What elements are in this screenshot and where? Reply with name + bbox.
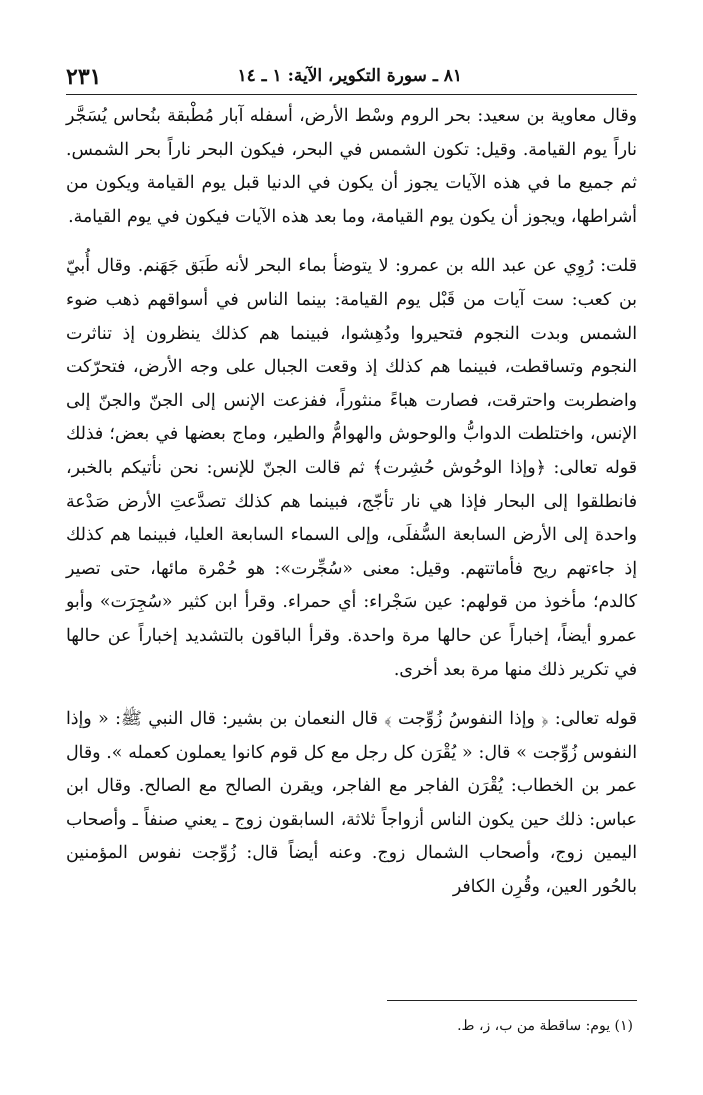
paragraph: قلت: رُوِي عن عبد الله بن عمرو: لا يتوضأ بماء البحر لأنه طَبَق جَهَنم. وقال أُبيّ بن كعب: ست آيات من قَبْل يوم القيامة: بينما الناس في أسواقهم ذهب ضوء الشمس وبدت النجوم فتحيروا ودُهِشوا، فبينما هم كذلك ينظرون إذ تناثرت النجوم وتساقطت، فبينما هم كذلك إذ وقعت الجبال على وجه الأرض، فتحرّكت واضطربت واحترقت، فصارت هباءً منثوراً، ففزعت الإنس إلى الجنّ والجنّ إلى الإنس، واختلطت الدوابُّ والوحوش والهوامُّ والطير، وماج بعضها في بعض؛ فذلك قوله تعالى: ﴿وإذا الوحُوش حُشِرت﴾ ثم قالت الجنّ للإنس: نحن نأتيكم بالخبر، فانطلقوا إلى البحار فإذا هي نار تأجّج، فبينما هم كذلك تصدَّعتِ الأرض صَدْعة واحدة إلى الأرض السابعة السُّفلَى، وإلى السماء السابعة العليا، فبينما هم كذلك إذ جاءتهم ريح فأماتتهم. وقيل: معنى «سُجِّرت»: هو حُمْرة مائها، حتى تصير كالدم؛ مأخوذ من قولهم: عين سَجْراء: أي حمراء. وقرأ ابن كثير «سُجِرَت» وأبو عمرو أيضاً، إخباراً عن حالها مرة واحدة. وقرأ الباقون بالتشديد إخباراً عن حالها في تكرير ذلك منها مرة بعد أخرى. (66, 256, 637, 680)
footnote: (١) يوم: ساقطة من ب، ز، ط. (457, 1018, 633, 1034)
paragraph: قوله تعالى: ﴿ وإذا النفوسُ زُوِّجت ﴾ قال النعمان بن بشير: قال النبي ﷺ: « وإذا النفوس زُوِّجت » قال: « يُقْرَن كل رجل مع كل قوم كانوا يعملون كعمله ». وقال عمر بن الخطاب: يُقْرَن الفاجر مع الفاجر، ويقرن الصالح مع الصالح. وقال ابن عباس: ذلك حين يكون الناس أزواجاً ثلاثة، السابقون زوج ـ يعني صنفاً ـ وأصحاب اليمين زوج، وأصحاب الشمال زوج. وعنه أيضاً قال: زُوِّجت نفوس المؤمنين بالحُور العين، وقُرِن الكافر (66, 709, 637, 898)
paragraph: وقال معاوية بن سعيد: بحر الروم وسْط الأرض، أسفله آبار مُطْبقة بنُحاس يُسَجَّر ناراً يوم القيامة. وقيل: تكون الشمس في البحر، فيكون البحر ناراً بحر الشمس. ثم جميع ما في هذه الآيات يجوز أن يكون في الدنيا قبل يوم القيامة ويكون من أشراطها، ويجوز أن يكون يوم القيامة، وما بعد هذه الآيات فيكون في يوم القيامة. (66, 106, 637, 227)
footnote-divider (387, 1000, 637, 1001)
main-text (66, 100, 637, 905)
running-title: ٨١ ـ سورة التكوير، الآية: ١ ـ ١٤ (237, 66, 462, 86)
page-header (66, 60, 637, 95)
page-number: ٢٣١ (66, 64, 102, 90)
